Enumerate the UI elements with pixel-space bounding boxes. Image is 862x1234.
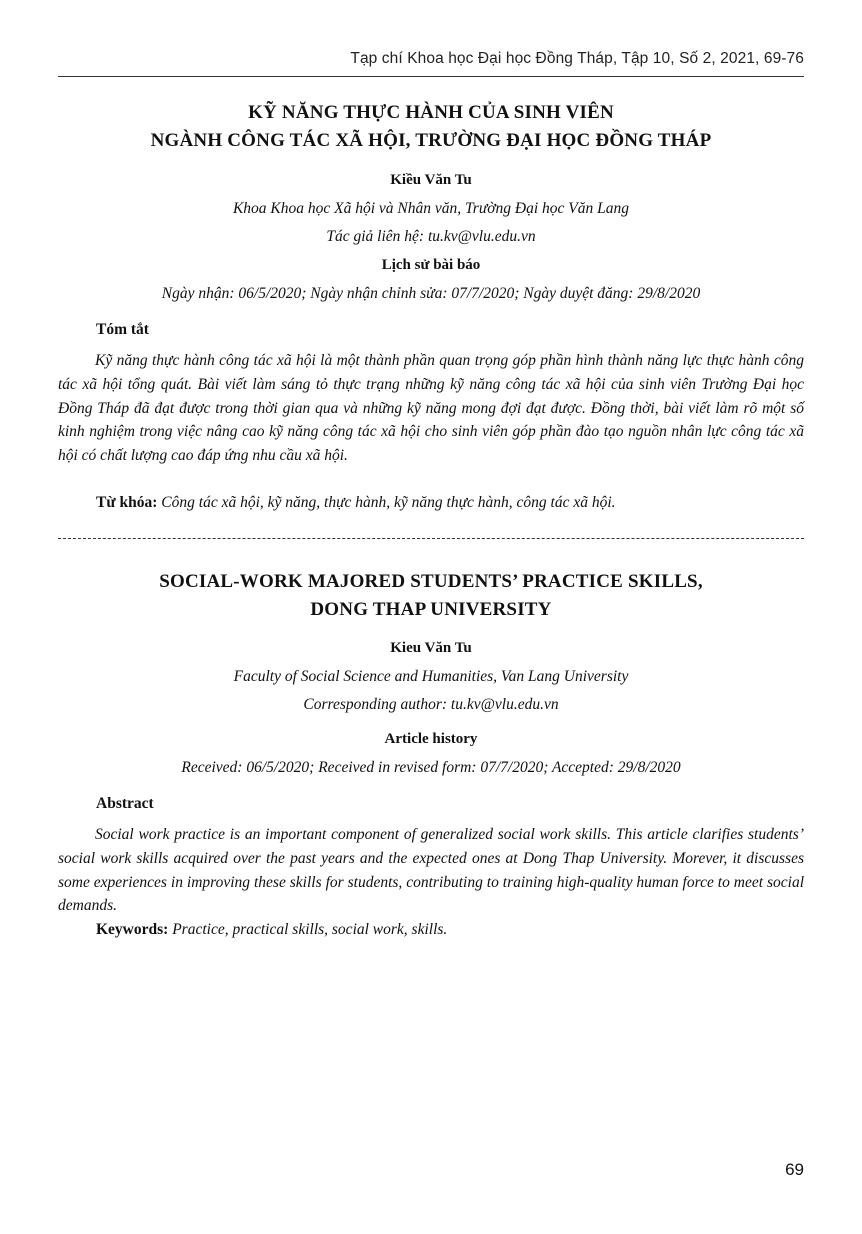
- en-history-heading: Article history: [384, 731, 478, 747]
- vi-keywords-value: Công tác xã hội, kỹ năng, thực hành, kỹ năng thực hành, công tác xã hội.: [161, 494, 616, 511]
- en-keywords: [96, 921, 804, 939]
- en-affiliation: Faculty of Social Science and Humanities, Van Lang University: [233, 668, 629, 685]
- vi-title-line-1: KỸ NĂNG THỰC HÀNH CỦA SINH VIÊN: [248, 102, 614, 123]
- vi-history-heading: Lịch sử bài báo: [381, 257, 481, 273]
- en-history-dates: Received: 06/5/2020; Received in revised form: 07/7/2020; Accepted: 29/8/2020: [181, 759, 681, 776]
- section-divider: [58, 538, 804, 539]
- vi-abstract-text: Kỹ năng thực hành công tác xã hội là một thành phần quan trọng góp phần hình thành năng lực thực hành công tác xã hội tổng quát. Bài viết làm sáng tỏ thực trạng những kỹ năng công tác xã hội của sinh viên Trường Đại học Đồng Tháp đã đạt được trong thời gian qua và những kỹ năng mong đợi đạt được. Đồng thời, bài viết làm rõ một số kinh nghiệm trong việc nâng cao kỹ năng công tác xã hội cho sinh viên góp phần đào tạo nguồn nhân lực công tác xã hội có chất lượng cao đáp ứng nhu cầu xã hội.: [58, 352, 804, 465]
- en-author: Kieu Văn Tu: [390, 640, 472, 656]
- page-number: 69: [785, 1160, 804, 1179]
- vi-title: [58, 99, 804, 155]
- en-keywords-label: Keywords:: [96, 921, 169, 938]
- en-corresponding-author: Corresponding author: tu.kv@vlu.edu.vn: [303, 696, 559, 713]
- vi-keywords: [96, 494, 804, 512]
- en-title-line-2: DONG THAP UNIVERSITY: [310, 599, 552, 620]
- vi-title-line-2: NGÀNH CÔNG TÁC XÃ HỘI, TRƯỜNG ĐẠI HỌC ĐỒNG THÁP: [150, 130, 712, 151]
- en-abstract-heading: Abstract: [96, 795, 154, 812]
- journal-header: Tạp chí Khoa học Đại học Đồng Tháp, Tập 10, Số 2, 2021, 69-76: [350, 50, 804, 67]
- vi-keywords-label: Từ khóa:: [96, 494, 158, 511]
- vi-abstract-heading: Tóm tắt: [96, 321, 149, 338]
- header-rule: [58, 76, 804, 77]
- en-keywords-value: Practice, practical skills, social work, skills.: [172, 921, 448, 938]
- vi-author: Kiều Văn Tu: [390, 172, 472, 188]
- vi-history-dates: Ngày nhận: 06/5/2020; Ngày nhận chỉnh sửa: 07/7/2020; Ngày duyệt đăng: 29/8/2020: [161, 285, 701, 302]
- en-title: [58, 568, 804, 624]
- en-abstract-text: Social work practice is an important component of generalized social work skills. This article clarifies students’ social work skills acquired over the past years and the expected ones at Dong Thap University. Morever, it discusses some experiences in improving these skills for students, contributing to training high-quality human force to meet social demands.: [58, 826, 804, 915]
- vi-corresponding-author: Tác giả liên hệ: tu.kv@vlu.edu.vn: [326, 228, 536, 245]
- vi-affiliation: Khoa Khoa học Xã hội và Nhân văn, Trường Đại học Văn Lang: [232, 200, 630, 217]
- en-title-line-1: SOCIAL-WORK MAJORED STUDENTS’ PRACTICE SKILLS,: [159, 571, 703, 592]
